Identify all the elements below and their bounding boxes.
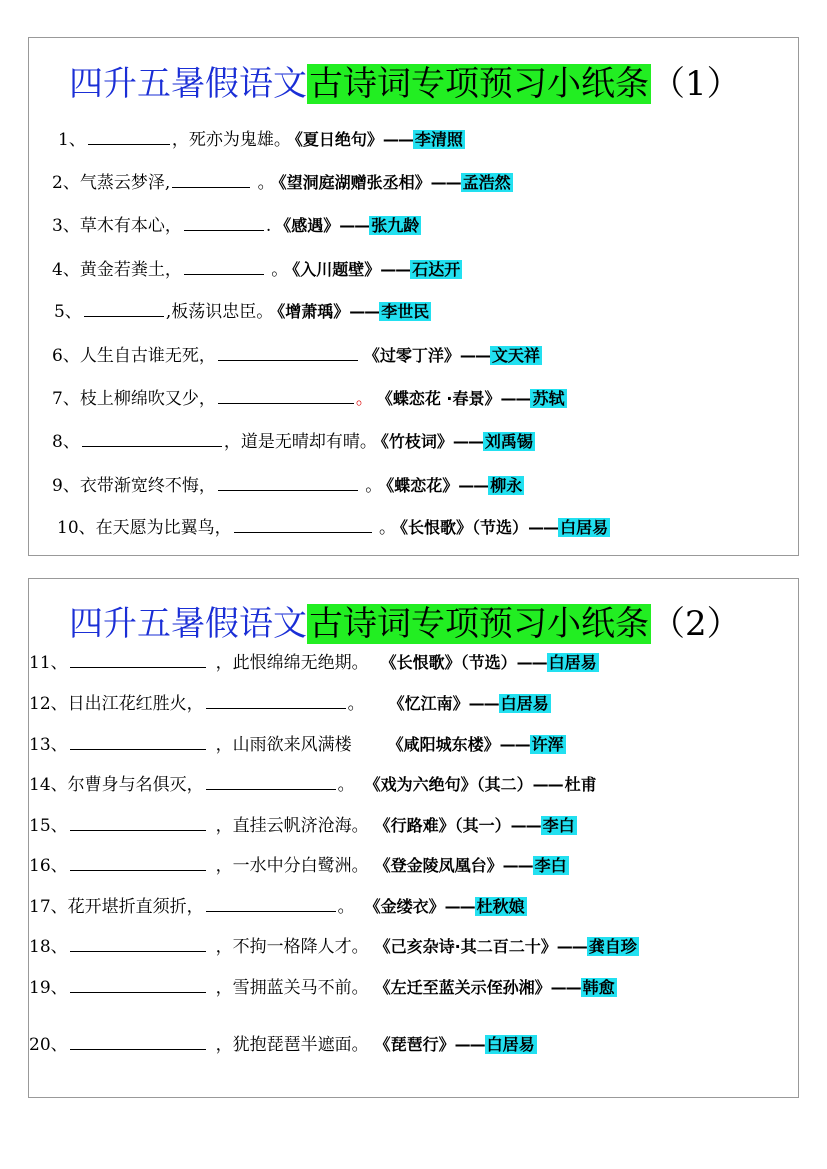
author-name: 柳永 [490,476,523,495]
question-row: 10、在天愿为比翼鸟， 。 《长恨歌》（节选）—— 白居易 [57,515,610,539]
answer-blank[interactable] [70,650,206,668]
answer-blank[interactable] [70,934,206,952]
author-name: 李世民 [381,302,430,321]
answer-blank[interactable] [172,170,250,188]
author-name: 杜秋娘 [476,897,525,916]
title-highlight: 古诗词专项预习小纸条 [309,604,649,644]
question-row: 5、 ,板荡识忠臣。 《增萧瑀》—— 李世民 [54,299,431,323]
answer-blank[interactable] [82,429,222,447]
answer-blank[interactable] [70,853,206,871]
title-highlight: 古诗词专项预习小纸条 [309,64,649,104]
author-name: 孟浩然 [462,173,511,192]
author-name: 龚自珍 [588,937,637,956]
question-row: 13、 ，山雨欲来风满楼 《咸阳城东楼》—— 许浑 [29,732,566,756]
card-title [69,62,741,106]
author-name: 李白 [534,856,567,875]
author-name: 李清照 [414,130,463,149]
author-name: 白居易 [548,653,597,672]
question-row: 2、气蒸云梦泽, 。 《望洞庭湖赠张丞相》—— 孟浩然 [52,170,513,194]
title-number: （2） [651,604,741,644]
question-row: 7、枝上柳绵吹又少， 。 《蝶恋花 ·春景》—— 苏轼 [52,386,567,410]
worksheet-card-1 [28,37,799,556]
author-name: 文天祥 [491,346,540,365]
answer-blank[interactable] [184,257,264,275]
question-row: 18、 ，不拘一格降人才。 《己亥杂诗·其二百二十》—— 龚自珍 [29,934,639,958]
answer-blank[interactable] [70,813,206,831]
answer-blank[interactable] [84,299,164,317]
author-name: 白居易 [500,694,549,713]
question-row: 4、黄金若粪土， 。 《入川题壁》—— 石达开 [52,257,462,281]
answer-blank[interactable] [88,127,170,145]
question-row: 8、 ，道是无晴却有晴。 《竹枝词》—— 刘禹锡 [52,429,535,453]
title-number: （1） [651,64,741,104]
question-row: 15、 ，直挂云帆济沧海。 《行路难》（其一）—— 李白 [29,813,577,837]
answer-blank[interactable] [218,473,358,491]
question-row: 17、花开堪折直须折， 。 《金缕衣》—— 杜秋娘 [29,894,527,918]
author-name: 韩愈 [582,978,615,997]
worksheet-card-2 [28,578,799,1098]
question-row: 14、尔曹身与名俱灭， 。 《戏为六绝句》（其二）—— 杜甫 [29,772,599,796]
question-row: 19、 ，雪拥蓝关马不前。 《左迁至蓝关示侄孙湘》—— 韩愈 [29,975,617,999]
author-name: 石达开 [412,260,461,279]
question-row: 16、 ，一水中分白鹭洲。 《登金陵凤凰台》—— 李白 [29,853,569,877]
answer-blank[interactable] [218,386,354,404]
answer-blank[interactable] [70,732,206,750]
card-title [69,602,741,646]
question-row: 9、衣带渐宽终不悔， 。 《蝶恋花》—— 柳永 [52,473,524,497]
question-row: 20、 ，犹抱琵琶半遮面。 《琵琶行》—— 白居易 [29,1032,537,1056]
title-part-1: 四升五暑假语文 [69,604,307,644]
answer-blank[interactable] [206,772,336,790]
question-row: 6、人生自古谁无死， 《过零丁洋》—— 文天祥 [52,343,542,367]
answer-blank[interactable] [206,894,336,912]
author-name: 刘禹锡 [484,432,533,451]
answer-blank[interactable] [184,213,264,231]
answer-blank[interactable] [70,975,206,993]
author-name: 李白 [542,816,575,835]
question-row: 1、 ，死亦为鬼雄。 《夏日绝句》—— 李清照 [58,127,465,151]
question-row: 3、草木有本心， . 《感遇》—— 张九龄 [52,213,421,237]
author-name: 杜甫 [564,775,597,794]
answer-blank[interactable] [218,343,358,361]
answer-blank[interactable] [234,515,372,533]
author-name: 白居易 [560,518,609,537]
title-part-1: 四升五暑假语文 [69,64,307,104]
author-name: 张九龄 [371,216,420,235]
answer-blank[interactable] [206,691,346,709]
question-row: 12、日出江花红胜火， 。 《忆江南》—— 白居易 [29,691,551,715]
author-name: 苏轼 [532,389,565,408]
question-row: 11、 ，此恨绵绵无绝期。 《长恨歌》（节选）—— 白居易 [29,650,599,674]
answer-blank[interactable] [70,1032,206,1050]
author-name: 白居易 [486,1035,535,1054]
author-name: 许浑 [531,735,564,754]
